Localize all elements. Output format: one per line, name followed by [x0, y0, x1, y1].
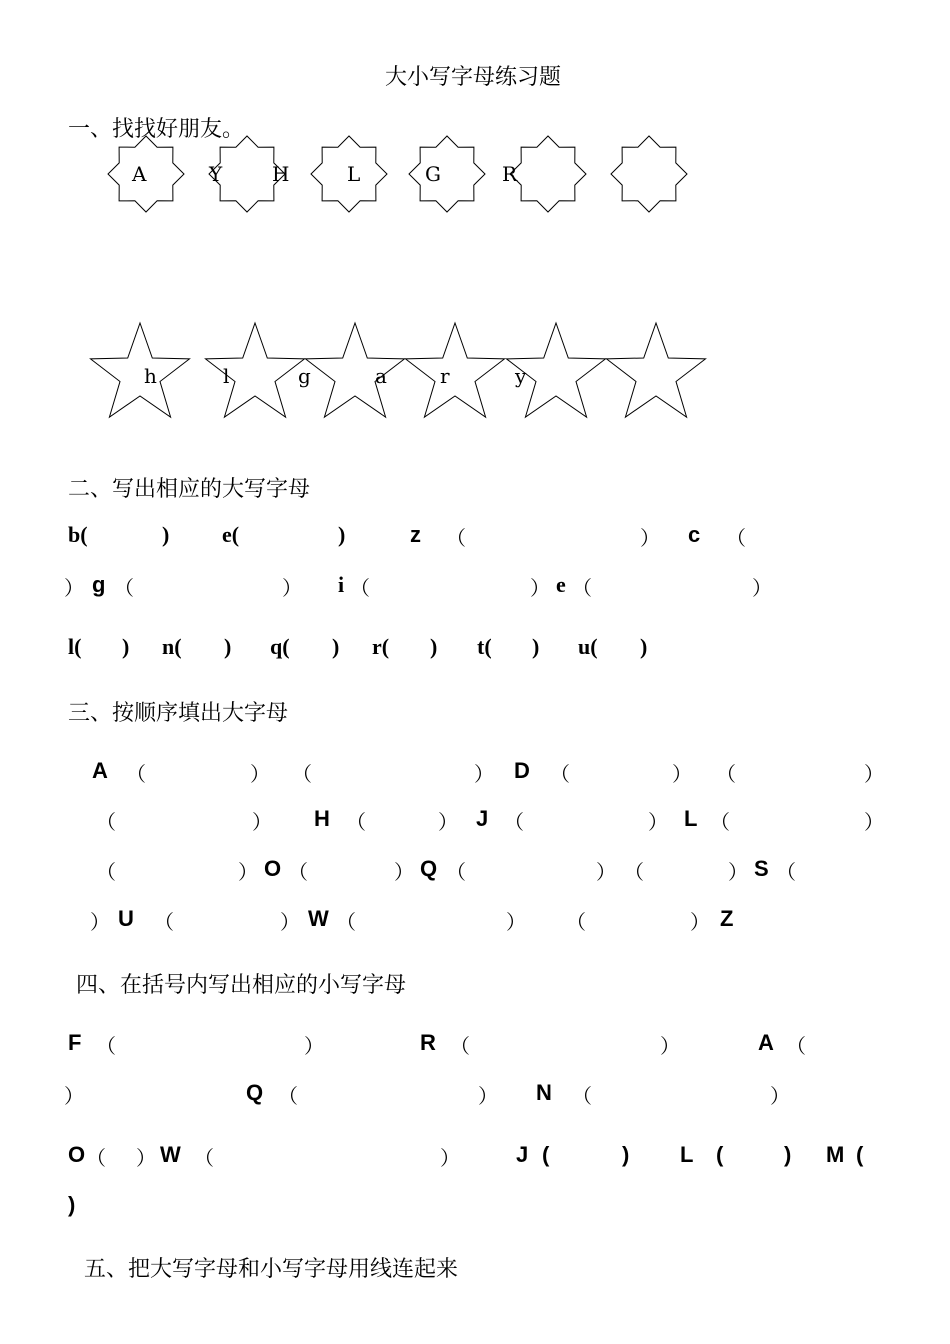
s2-r-label: r( — [372, 634, 390, 659]
s4-R: R — [420, 1030, 436, 1055]
s3-A: A — [92, 758, 108, 783]
s4-paren: （ — [786, 1034, 806, 1058]
s3-paren: （ — [292, 762, 312, 786]
s3-paren: （ — [446, 860, 466, 884]
s4-paren: ） — [440, 1146, 460, 1170]
s4-paren: ） — [304, 1034, 324, 1058]
star-shape — [206, 323, 305, 417]
s4-Q: Q — [246, 1080, 264, 1105]
s2-l-close: ) — [122, 634, 130, 659]
s2-q-label: q( — [270, 634, 290, 659]
s2-u-close: ) — [640, 634, 648, 659]
s4-paren: （ — [572, 1084, 592, 1108]
s2-l-label: l( — [68, 634, 82, 659]
s4-paren: ( — [856, 1142, 864, 1167]
octagram-shape — [611, 136, 687, 212]
s2-e2-open: （ — [572, 576, 592, 600]
octagram-letter: A — [132, 162, 147, 186]
shapes-canvas — [0, 0, 950, 440]
s2-r-close: ) — [430, 634, 438, 659]
s4-F: F — [68, 1030, 82, 1055]
s2-g-label: g — [92, 572, 106, 597]
section-5-heading: 五、把大写字母和小写字母用线连起来 — [84, 1257, 459, 1282]
page-title: 大小写字母练习题 — [385, 65, 562, 90]
s4-paren: （ — [450, 1034, 470, 1058]
s3-paren: （ — [776, 860, 796, 884]
s4-paren: ） — [478, 1084, 498, 1108]
s3-paren: ） — [238, 860, 258, 884]
s4-paren: ） — [136, 1146, 156, 1170]
s3-paren: （ — [710, 810, 730, 834]
s4-M: M — [826, 1142, 845, 1167]
s3-paren: ） — [672, 762, 692, 786]
s3-paren: ） — [438, 810, 458, 834]
s4-W: W — [160, 1142, 181, 1167]
s3-paren: ） — [864, 762, 884, 786]
s3-paren: ） — [864, 810, 884, 834]
s2-g-open: （ — [114, 576, 134, 600]
s4-O: O — [68, 1142, 86, 1167]
s4-A: A — [758, 1030, 774, 1055]
s3-paren: （ — [96, 810, 116, 834]
octagram-letter: L — [347, 162, 361, 186]
star-shape — [406, 323, 505, 417]
s2-c-label: c — [688, 522, 701, 547]
s4-paren: ( — [716, 1142, 724, 1167]
s2-z-close: ） — [640, 526, 660, 550]
s2-n-close: ) — [224, 634, 232, 659]
s3-paren: ） — [690, 910, 710, 934]
octagram-letter: R — [502, 162, 518, 186]
s2-e-close: ) — [338, 522, 346, 547]
s4-paren: ) — [622, 1142, 630, 1167]
octagram-letter: G — [425, 162, 441, 186]
s4-J: J — [516, 1142, 529, 1167]
s3-H: H — [314, 806, 330, 831]
s4-paren: ) — [68, 1192, 76, 1217]
s2-c-open: （ — [726, 526, 746, 550]
s3-J: J — [476, 806, 489, 831]
section-2-heading: 二、写出相应的大写字母 — [68, 477, 311, 502]
s2-b-label: b( — [68, 522, 88, 547]
s4-paren: ( — [542, 1142, 550, 1167]
s3-S: S — [754, 856, 769, 881]
octagram-letter: H — [272, 162, 290, 186]
s2-i-label: i — [338, 572, 345, 597]
s2-q-close: ) — [332, 634, 340, 659]
octagram-shape — [409, 136, 485, 212]
s3-paren: ） — [280, 910, 300, 934]
star-shape — [607, 323, 706, 417]
star-letter: l — [223, 364, 230, 388]
s2-z-label: z — [410, 522, 421, 547]
star-letter: h — [144, 364, 157, 388]
s3-paren: （ — [336, 910, 356, 934]
octagram-shape — [510, 136, 586, 212]
s2-t-label: t( — [477, 634, 492, 659]
s3-paren: （ — [504, 810, 524, 834]
s3-paren: ） — [474, 762, 494, 786]
s3-paren: （ — [126, 762, 146, 786]
star-shape — [91, 323, 190, 417]
s3-paren: ） — [252, 810, 272, 834]
s4-paren: （ — [96, 1034, 116, 1058]
s4-paren: （ — [86, 1146, 106, 1170]
s2-e2-label: e — [556, 572, 566, 597]
s2-i-open: （ — [350, 576, 370, 600]
s3-paren: ） — [90, 910, 110, 934]
s4-paren: ） — [64, 1084, 84, 1108]
s3-Z: Z — [720, 906, 734, 931]
s2-b-close: ) — [162, 522, 170, 547]
s3-paren: ） — [728, 860, 748, 884]
s3-paren: （ — [550, 762, 570, 786]
s3-paren: （ — [624, 860, 644, 884]
s3-paren: ） — [596, 860, 616, 884]
s2-c-close: ） — [64, 576, 84, 600]
s3-paren: （ — [716, 762, 736, 786]
star-letter: r — [440, 364, 450, 388]
s3-paren: （ — [346, 810, 366, 834]
s2-u-label: u( — [578, 634, 598, 659]
s3-paren: ） — [506, 910, 526, 934]
s2-z-open: （ — [446, 526, 466, 550]
s4-paren: ) — [784, 1142, 792, 1167]
star-letter: g — [298, 364, 311, 388]
s4-paren: （ — [194, 1146, 214, 1170]
s3-paren: （ — [566, 910, 586, 934]
s4-paren: （ — [278, 1084, 298, 1108]
s3-paren: （ — [288, 860, 308, 884]
s4-L: L — [680, 1142, 694, 1167]
s4-N: N — [536, 1080, 552, 1105]
s2-n-label: n( — [162, 634, 182, 659]
s3-D: D — [514, 758, 530, 783]
s2-e2-close: ） — [752, 576, 772, 600]
s2-i-close: ） — [530, 576, 550, 600]
s3-paren: （ — [154, 910, 174, 934]
s3-Q: Q — [420, 856, 438, 881]
s4-paren: ） — [770, 1084, 790, 1108]
s3-paren: （ — [96, 860, 116, 884]
s3-paren: ） — [250, 762, 270, 786]
s4-paren: ） — [660, 1034, 680, 1058]
s3-paren: ） — [648, 810, 668, 834]
s2-g-close: ） — [282, 576, 302, 600]
star-letter: a — [375, 364, 387, 388]
s3-U: U — [118, 906, 134, 931]
s3-O: O — [264, 856, 282, 881]
s3-L: L — [684, 806, 698, 831]
section-4-heading: 四、在括号内写出相应的小写字母 — [76, 973, 407, 998]
s2-e-label: e( — [222, 522, 240, 547]
star-letter: y — [515, 364, 527, 388]
section-3-heading: 三、按顺序填出大字母 — [68, 701, 289, 726]
s2-t-close: ) — [532, 634, 540, 659]
section-1-heading: 一、找找好朋友。 — [68, 117, 245, 142]
s3-W: W — [308, 906, 329, 931]
star-shape — [306, 323, 405, 417]
octagram-letter: Y — [209, 162, 223, 186]
s3-paren: ） — [394, 860, 414, 884]
